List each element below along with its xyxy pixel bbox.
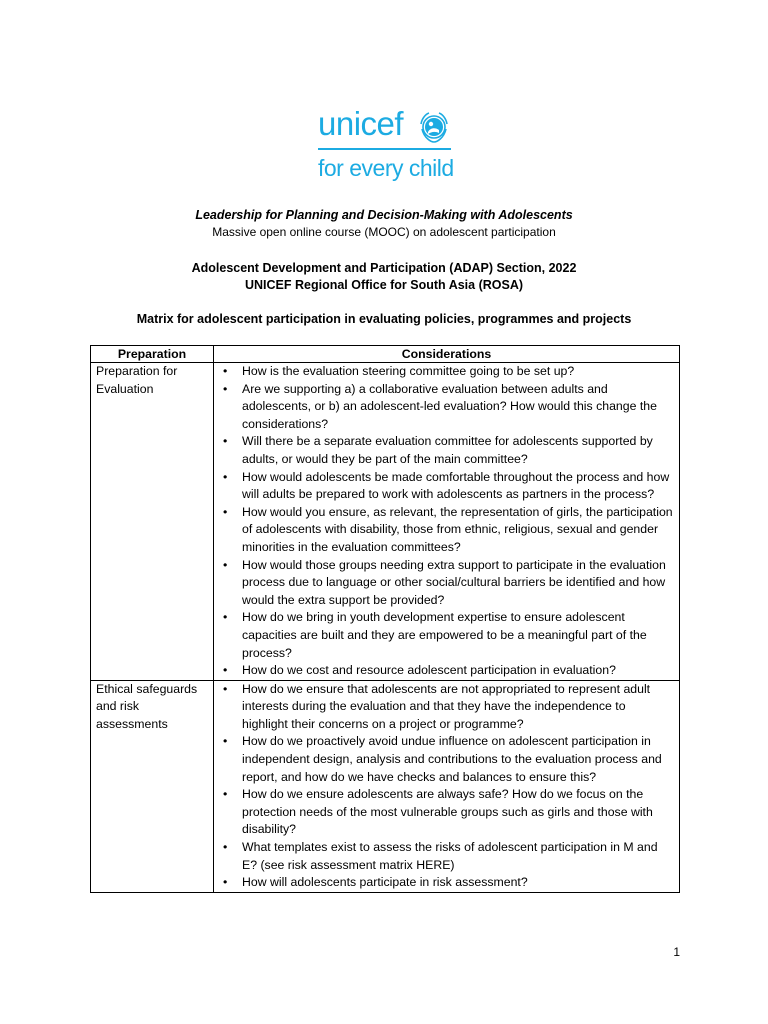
course-title: Leadership for Planning and Decision-Making with Adolescents xyxy=(195,208,573,222)
list-item: • How do we ensure adolescents are always safe? How do we focus on the protection needs of the most vulnerable groups such as girls and those with disability? xyxy=(219,786,674,839)
table-row xyxy=(91,680,680,892)
list-item: • How is the evaluation steering committee going to be set up? xyxy=(219,363,674,381)
list-item: • Are we supporting a) a collaborative evaluation between adults and adolescents, or b) an adolescent-led evaluation? How would this change the considerations? xyxy=(219,381,674,434)
considerations-cell xyxy=(214,680,680,892)
list-item: • How would you ensure, as relevant, the representation of girls, the participation of adolescents with disability, those from ethnic, religious, sexual and gender minorities in the evaluation committees? xyxy=(219,504,674,557)
list-item: • How do we cost and resource adolescent participation in evaluation? xyxy=(219,662,674,680)
list-item: • What templates exist to assess the risks of adolescent participation in M and E? (see risk assessment matrix HERE) xyxy=(219,839,674,874)
considerations-list xyxy=(219,681,674,892)
list-item: • How do we proactively avoid undue influence on adolescent participation in independent design, analysis and contributions to the evaluation process and report, and how do we have checks and balances to ensure this? xyxy=(219,733,674,786)
page-number: 1 xyxy=(673,945,680,959)
considerations-list xyxy=(219,363,674,680)
course-subtitle: Massive open online course (MOOC) on adolescent participation xyxy=(212,225,556,239)
considerations-cell xyxy=(214,363,680,681)
table-row xyxy=(91,363,680,681)
logo-wordmark: unicef xyxy=(318,105,404,142)
table-header-row xyxy=(91,346,680,363)
row-label-ethical-safeguards: Ethical safeguards and risk assessments xyxy=(91,680,214,892)
matrix-title: Matrix for adolescent participation in evaluating policies, programmes and projects xyxy=(136,312,632,326)
participation-matrix-table xyxy=(90,345,680,893)
unicef-logo xyxy=(318,104,454,182)
list-item: • How would those groups needing extra support to participate in the evaluation process due to language or other social/cultural barriers be identified and how would the extra support be provided? xyxy=(219,557,674,610)
list-item: • How will adolescents participate in risk assessment? xyxy=(219,874,674,892)
list-item: • How would adolescents be made comfortable throughout the process and how will adults be prepared to work with adolescents as partners in the process? xyxy=(219,469,674,504)
list-item: • Will there be a separate evaluation committee for adolescents supported by adults, or would they be part of the main committee? xyxy=(219,433,674,468)
logo-tagline: for every child xyxy=(318,155,454,181)
unicef-globe-emblem-icon xyxy=(417,110,451,144)
list-item: • How do we bring in youth development expertise to ensure adolescent capacities are built and they are empowered to be a meaningful part of the process? xyxy=(219,609,674,662)
logo-divider xyxy=(318,148,451,150)
list-item: • How do we ensure that adolescents are not appropriated to represent adult interests during the evaluation and that they have the independence to highlight their concerns on a project or programme? xyxy=(219,681,674,734)
section-line-2: UNICEF Regional Office for South Asia (ROSA) xyxy=(244,278,524,292)
header-preparation: Preparation xyxy=(91,346,214,363)
section-line-1: Adolescent Development and Participation (ADAP) Section, 2022 xyxy=(191,261,577,275)
header-considerations: Considerations xyxy=(214,346,680,363)
row-label-preparation-for-evaluation: Preparation for Evaluation xyxy=(91,363,214,681)
